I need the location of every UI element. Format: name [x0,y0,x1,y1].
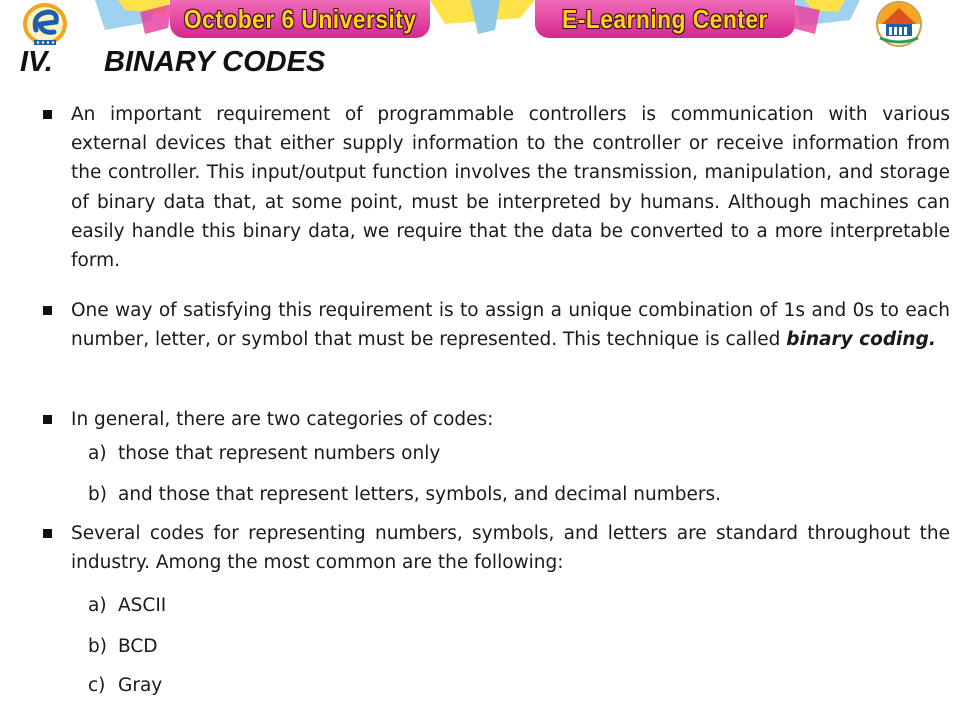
sub-list-item [88,632,158,661]
bullet-square-icon [43,529,52,538]
sub-list-item [88,591,166,620]
bullet-item [71,405,950,434]
bullet-square-icon [43,110,52,119]
bullet-square-icon [43,306,52,315]
center-name: E-Learning Center [562,3,768,34]
sub-item-label: b) [88,484,107,505]
sub-item-label: a) [88,443,107,464]
sub-item-label: c) [88,675,106,696]
bullet-text: One way of satisfying this requirement is to assign a unique combination of 1s and 0s to each number, letter, or symbol that must be represented. This technique is called [71,300,950,351]
sub-list-item [88,480,721,509]
bullet-emphasis-term: binary coding. [786,329,936,351]
sub-item-text: ASCII [118,595,167,616]
sub-item-label: b) [88,636,107,657]
section-number: IV. [20,46,53,78]
section-title: BINARY CODES [104,46,326,78]
bullet-item [71,519,950,577]
bullet-text: Several codes for representing numbers, symbols, and letters are standard throughout the industry. Among the most common are the following: [71,523,950,574]
sub-item-text: those that represent numbers only [118,443,441,464]
university-name: October 6 University [183,3,417,34]
bullet-text: An important requirement of programmable controllers is communication with various external devices that either supply information to the controller or receive information from the controller. This input/output function involves the transmission, manipulation, and storage of binary data that, at some point, must be interpreted by humans. Although machines can easily handle this binary data, we require that the data be converted to a more interpretable form. [71,104,950,272]
sub-item-label: a) [88,595,107,616]
sub-item-text: BCD [118,636,158,657]
bullet-square-icon [43,415,52,424]
sub-item-text: and those that represent letters, symbols, and decimal numbers. [118,484,721,505]
sub-item-text: Gray [118,675,163,696]
bullet-item [71,100,950,275]
sub-list-item [88,671,162,700]
bullet-text: In general, there are two categories of codes: [71,409,494,430]
bullet-item [71,296,950,354]
sub-list-item [88,439,440,468]
